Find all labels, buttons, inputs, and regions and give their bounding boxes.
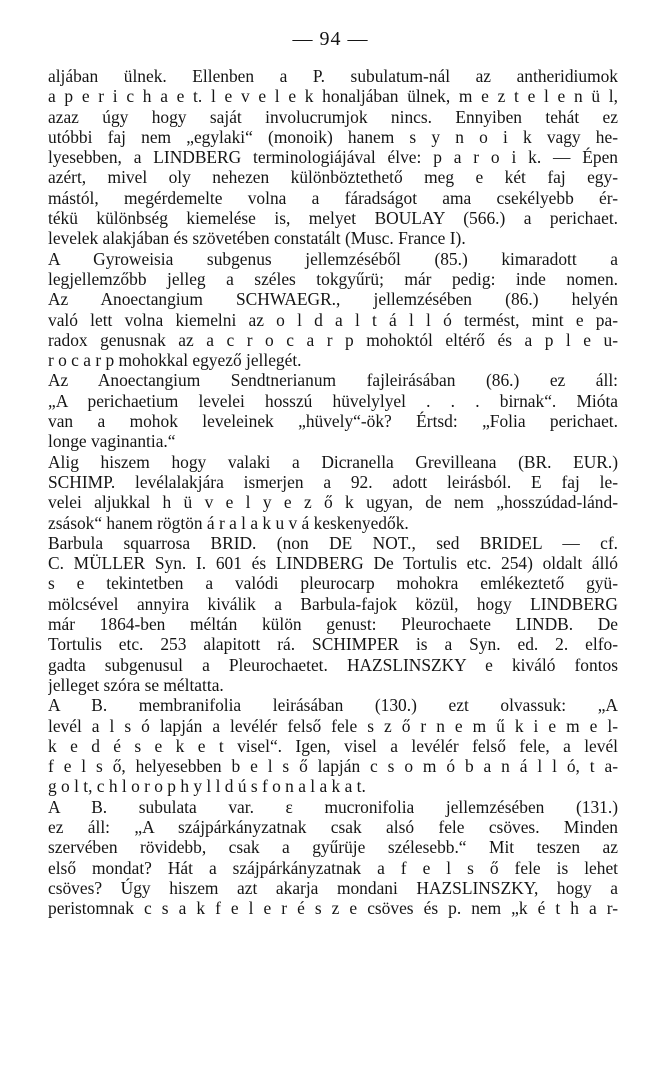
text-line: A B. subulata var. ε mucronifolia jellemzésében (131.) — [48, 796, 618, 817]
text-line: utóbbi faj nem „egylaki“ (monoik) hanem s y n o i k vagy he- — [48, 126, 618, 147]
text-line: ez áll: „A szájpárkányzatnak csak alsó fele csöves. Minden — [48, 816, 618, 837]
text-line: azaz úgy hogy saját involucrumjok nincs. Ennyiben tehát ez — [48, 106, 618, 127]
text-line: a p e r i c h a e t. l e v e l e k honaljában ülnek, m e z t e l e n ü l, — [48, 86, 618, 107]
text-line: f e l s ő, helyesebben b e l s ő lapján c s o m ó b a n á l l ó, t a- — [48, 756, 618, 777]
text-line: velei aljukkal h ü v e l y e z ő k ugyan, de nem „hosszúdad-lánd- — [48, 492, 618, 513]
text-line: mástól, megérdemelte volna a fáradságot ama csekélyebb ér- — [48, 187, 618, 208]
text-line: longe vaginantia.“ — [48, 431, 176, 452]
text-line: szervében rövidebb, csak a gyűrüje szélesebb.“ Mit teszen az — [48, 837, 618, 858]
text-line: A Gyroweisia subgenus jellemzéséből (85.) kimaradott a — [48, 248, 618, 269]
text-line: A B. membranifolia leirásában (130.) ezt olvassuk: „A — [48, 695, 618, 716]
text-line: mölcsével annyira kiválik a Barbula-fajok közül, hogy LINDBERG — [48, 593, 618, 614]
text-line: van a mohok leveleinek „hüvely“-ök? Értsd: „Folia perichaet. — [48, 411, 618, 432]
text-line: Barbula squarrosa BRID. (non DE NOT., sed BRIDEL — cf. — [48, 532, 618, 553]
text-line: levelek alakjában és szövetében constatált (Musc. France I). — [48, 228, 466, 249]
text-line: Az Anoectangium SCHWAEGR., jellemzésében (86.) helyén — [48, 289, 618, 310]
text-line: C. MÜLLER Syn. I. 601 és LINDBERG De Tortulis etc. 254) oldalt álló — [48, 553, 618, 574]
text-line: levél a l s ó lapján a levélér felső fele s z ő r n e m ű k i e m e l- — [48, 715, 618, 736]
text-line: zsások“ hanem rögtön á r a l a k u v á keskenyedők. — [48, 512, 409, 533]
text-line: Tortulis etc. 253 alapitott rá. SCHIMPER is a Syn. ed. 2. elfo- — [48, 634, 618, 655]
text-line: jelleget szóra se méltatta. — [48, 674, 224, 695]
text-line: azért, mivel oly nehezen különböztethető meg e két faj egy- — [48, 167, 618, 188]
text-line: legjellemzőbb jelleg a széles tokgyűrü; már pedig: inde nomen. — [48, 268, 618, 289]
text-line: „A perichaetium levelei hosszú hüvelylyel . . . birnak“. Mióta — [48, 390, 618, 411]
text-line: való lett volna kiemelni az o l d a l t á l l ó termést, mint e pa- — [48, 309, 618, 330]
text-line: csöves? Úgy hiszem azt akarja mondani HAZSLINSZKY, hogy a — [48, 877, 618, 898]
body-text — [48, 66, 618, 918]
text-line: g o l t, c h l o r o p h y l l d ú s f o n a l a k a t. — [48, 776, 366, 797]
text-line: k e d é s e k e t visel“. Igen, visel a levélér felső fele, a levél — [48, 735, 618, 756]
text-line: radox genusnak az a c r o c a r p mohoktól eltérő és a p l e u- — [48, 329, 618, 350]
text-line: első mondat? Hát a szájpárkányzatnak a f e l s ő fele is lehet — [48, 857, 618, 878]
text-line: lyesebben, a LINDBERG terminologiájával élve: p a r o i k. — Épen — [48, 147, 618, 168]
text-line: r o c a r p mohokkal egyező jellegét. — [48, 350, 302, 371]
text-line: peristomnak c s a k f e l e r é s z e csöves és p. nem „k é t h a r- — [48, 898, 618, 919]
text-line: Alig hiszem hogy valaki a Dicranella Grevilleana (BR. EUR.) — [48, 451, 618, 472]
text-line: gadta subgenusul a Pleurochaetet. HAZSLINSZKY e kiváló fontos — [48, 654, 618, 675]
text-line: s e tekintetben a valódi pleurocarp mohokra emlékeztető gyü- — [48, 573, 618, 594]
text-line: Az Anoectangium Sendtnerianum fajleirásában (86.) ez áll: — [48, 370, 618, 391]
text-line: tékü különbség kiemelése is, melyet BOULAY (566.) a perichaet. — [48, 208, 618, 229]
text-line: aljában ülnek. Ellenben a P. subulatum-nál az antheridiumok — [48, 66, 618, 86]
text-line: már 1864-ben méltán külön genust: Pleurochaete LINDB. De — [48, 614, 618, 635]
page-number: — 94 — — [292, 28, 369, 50]
text-line: SCHIMP. levélalakjára ismerjen a 92. adott leirásból. E faj le- — [48, 471, 618, 492]
